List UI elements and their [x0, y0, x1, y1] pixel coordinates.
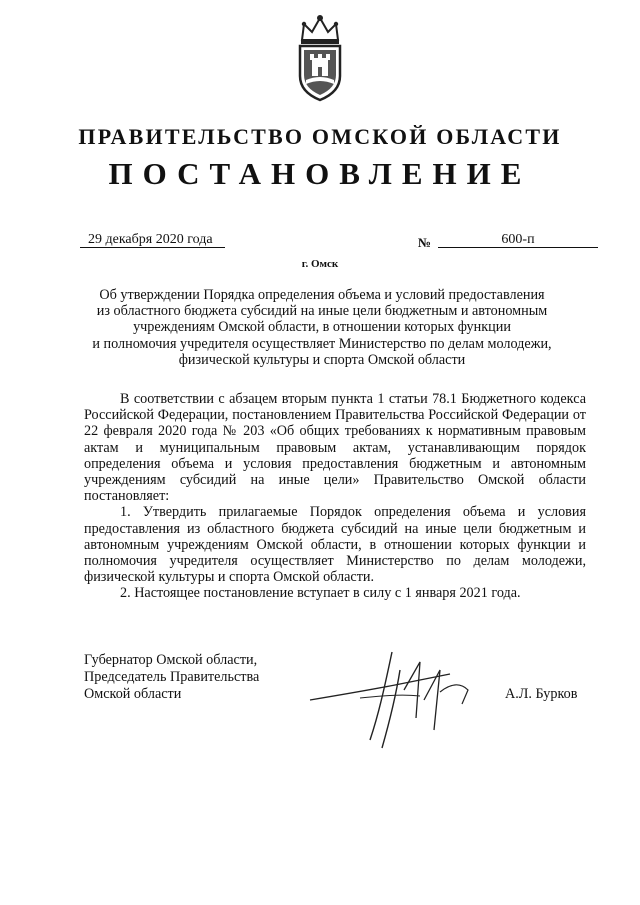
number-sign: №	[418, 235, 432, 250]
document-subject	[82, 287, 562, 368]
document-type-title: ПОСТАНОВЛЕНИЕ	[108, 156, 532, 191]
position-line: Губернатор Омской области,	[84, 652, 258, 668]
subject-line: из областного бюджета субсидий на иные цели бюджетным и автономным	[96, 303, 548, 320]
document-number: 600-п	[438, 232, 598, 248]
position-line: Омской области	[84, 686, 182, 702]
subject-line: физической культуры и спорта Омской области	[178, 351, 466, 368]
subject-line: и полномочия учредителя осуществляет Министерство по делам молодежи,	[92, 335, 552, 352]
position-line: Председатель Правительства	[84, 669, 260, 685]
omsk-coat-of-arms-icon	[292, 10, 348, 102]
organization-title: ПРАВИТЕЛЬСТВО ОМСКОЙ ОБЛАСТИ	[78, 124, 562, 149]
signatory-position	[84, 652, 304, 703]
document-body	[84, 391, 586, 602]
preamble-paragraph: В соответствии с абзацем вторым пункта 1 статьи 78.1 Бюджетного кодекса Российской Федерации, постановлением Правительства Российской Федерации от 22 февраля 2020 года № 203 «Об общих требованиях к нормативным правовым актам и муниципальным правовым актам, устанавливающим порядок определения объема и условия предоставления бюджетным и автономным учреждениям субсидий на иные цели» Правительство Омской области постановляет:	[84, 391, 586, 505]
handwritten-signature	[300, 640, 500, 755]
subject-line: учреждениям Омской области, в отношении которых функции	[133, 319, 511, 336]
item-2-paragraph: 2. Настоящее постановление вступает в силу с 1 января 2021 года.	[120, 585, 521, 602]
document-date: 29 декабря 2020 года	[80, 232, 225, 248]
item-1-paragraph: 1. Утвердить прилагаемые Порядок определения объема и условия предоставления из областного бюджета субсидий на иные цели бюджетным и автономным учреждениям Омской области, в отношении которых функции и полномочия учредителя осуществляет Министерство по делам молодежи, физической культуры и спорта Омской области.	[84, 504, 586, 586]
signatory-name: А.Л. Бурков	[505, 686, 578, 702]
document-city: г. Омск	[301, 258, 339, 270]
subject-line: Об утверждении Порядка определения объема и условий предоставления	[99, 287, 545, 303]
